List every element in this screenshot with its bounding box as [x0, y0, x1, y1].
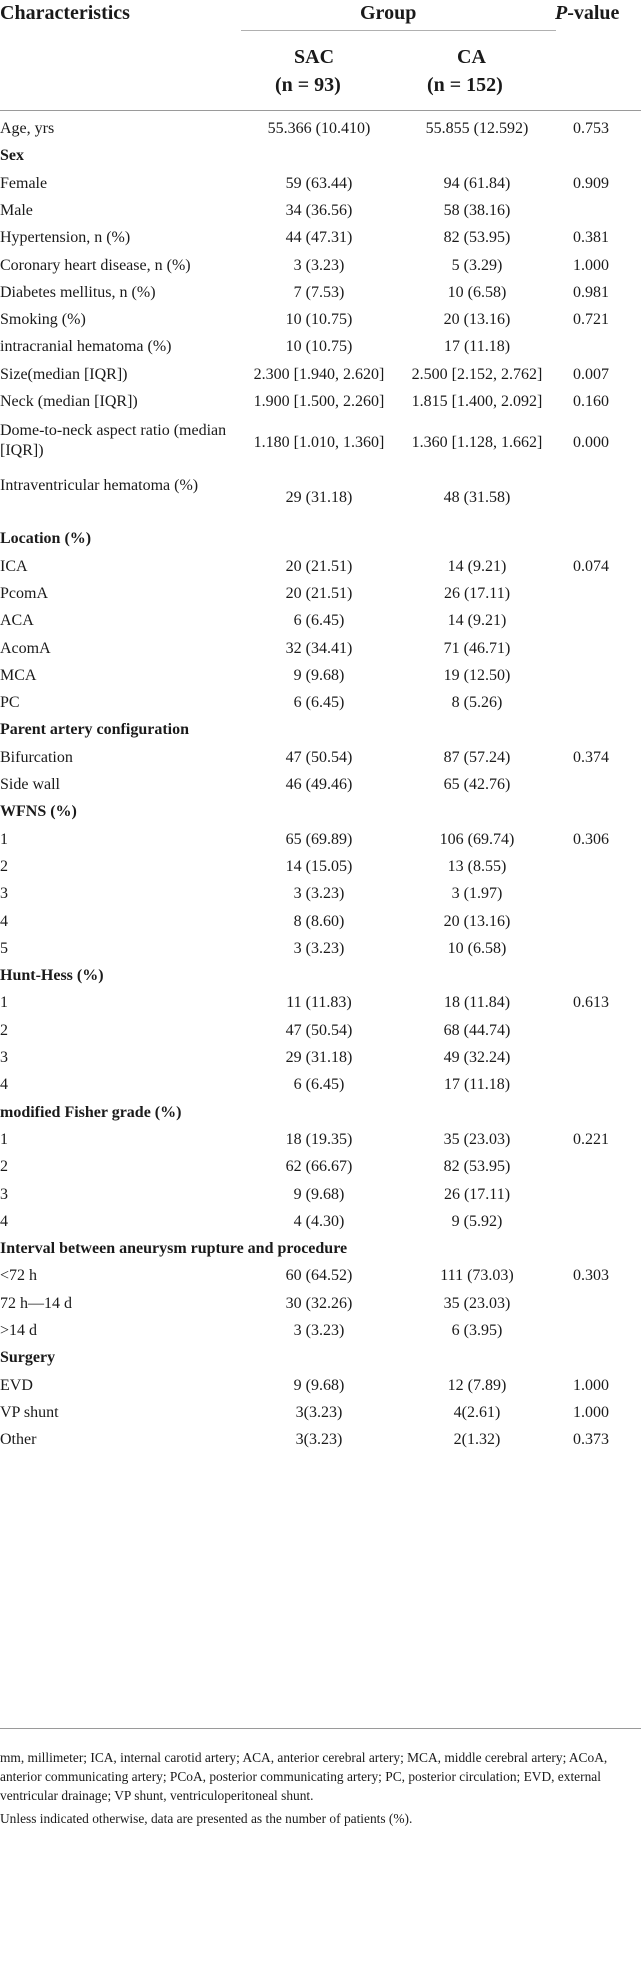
row-label: Hypertension, n (%) — [0, 229, 131, 247]
ca-value: 13 (8.55) — [447, 857, 507, 875]
row-label: MCA — [0, 666, 37, 684]
table-row — [0, 908, 641, 935]
p-value: 0.000 — [573, 434, 609, 452]
sac-value: 65 (69.89) — [285, 830, 353, 848]
ca-value: 17 (11.18) — [443, 1076, 511, 1094]
row-label: Parent artery configuration — [0, 721, 189, 739]
sac-value: 1.180 [1.010, 1.360] — [253, 434, 385, 452]
sac-value: 34 (36.56) — [285, 201, 353, 219]
ca-value — [398, 716, 556, 743]
row-label: 3 — [0, 1049, 8, 1066]
ca-value: 48 (31.58) — [443, 489, 511, 507]
table-row — [0, 880, 641, 907]
row-label: Bifurcation — [0, 748, 73, 766]
p-value: 0.160 — [573, 393, 609, 410]
row-label: Age, yrs — [0, 120, 55, 137]
table-row — [0, 197, 641, 224]
p-value: 0.613 — [573, 994, 609, 1012]
sac-value: 8 (8.60) — [293, 912, 345, 930]
ca-value: 106 (69.74) — [439, 830, 515, 848]
row-label: 3 — [0, 885, 8, 903]
ca-value: 58 (38.16) — [443, 201, 511, 219]
p-value: 0.374 — [573, 748, 609, 766]
sac-value: 29 (31.18) — [285, 489, 353, 507]
sac-value: 14 (15.05) — [285, 857, 353, 875]
sac-value: 9 (9.68) — [293, 1376, 345, 1394]
table-row — [0, 635, 641, 662]
p-value: 0.981 — [573, 283, 609, 301]
row-label: 2 — [0, 857, 8, 875]
table-row — [0, 935, 641, 962]
sac-value: 2.300 [1.940, 2.620] — [253, 365, 385, 383]
p-value: 0.303 — [573, 1267, 609, 1285]
ca-value: 19 (12.50) — [443, 666, 511, 684]
sac-value: 47 (50.54) — [285, 748, 353, 766]
sac-value: 18 (19.35) — [285, 1130, 353, 1148]
ca-value: 9 (5.92) — [451, 1212, 503, 1230]
row-label: Side wall — [0, 776, 60, 793]
table-row — [0, 415, 641, 470]
header-characteristics: Characteristics — [0, 2, 130, 24]
table-row — [0, 771, 641, 798]
table-row — [0, 1181, 641, 1208]
ca-value: 55.855 (12.592) — [425, 120, 529, 137]
row-label: EVD — [0, 1376, 33, 1394]
ca-value — [398, 1235, 556, 1262]
row-label: Smoking (%) — [0, 311, 86, 329]
footnote-abbreviations: mm, millimeter; ICA, internal carotid artery; ACA, anterior cerebral artery; MCA, middle cerebral artery; ACoA, anterior communicating artery; PCoA, posterior communicating artery; PC, posterior circulation; EVD, external ventricular drainage; VP shunt, ventriculoperitoneal shunt. — [0, 1750, 608, 1803]
ca-value: 1.815 [1.400, 2.092] — [411, 393, 543, 410]
table-row — [0, 333, 641, 360]
ca-value: 6 (3.95) — [451, 1322, 503, 1339]
table-row — [0, 1317, 641, 1344]
sac-value: 62 (66.67) — [285, 1158, 353, 1176]
section-row — [0, 525, 641, 552]
table-row — [0, 689, 641, 716]
sac-value: 20 (21.51) — [285, 584, 353, 602]
sac-value: 47 (50.54) — [285, 1021, 353, 1039]
sac-value — [240, 1344, 398, 1371]
row-label: >14 d — [0, 1322, 38, 1339]
sac-value — [240, 1235, 398, 1262]
row-label: 5 — [0, 939, 8, 957]
row-label: VP shunt — [0, 1403, 59, 1421]
p-value: 0.909 — [573, 174, 609, 192]
ca-value: 12 (7.89) — [447, 1376, 507, 1394]
p-value: 0.306 — [573, 830, 609, 848]
table-row — [0, 1262, 641, 1289]
sac-value: 9 (9.68) — [293, 1185, 345, 1203]
table-row — [0, 1017, 641, 1044]
row-label: 1 — [0, 994, 8, 1012]
row-label: Location (%) — [0, 530, 92, 548]
p-value: 0.074 — [573, 557, 609, 575]
row-label: Other — [0, 1431, 37, 1449]
row-label: Hunt-Hess (%) — [0, 967, 104, 985]
row-label: 1 — [0, 830, 8, 848]
row-label: 4 — [0, 1212, 8, 1230]
header-pvalue-suffix: -value — [567, 2, 620, 24]
table-row — [0, 1208, 641, 1235]
header-pvalue — [555, 2, 619, 25]
table-row — [0, 279, 641, 306]
ca-value: 49 (32.24) — [443, 1049, 511, 1066]
ca-value — [398, 798, 556, 825]
ca-value — [398, 962, 556, 989]
sac-value: 32 (34.41) — [285, 639, 353, 657]
header-group: Group — [360, 2, 417, 24]
table-row — [0, 1372, 641, 1399]
row-label: ACA — [0, 612, 34, 630]
table-row — [0, 553, 641, 580]
header-sac-label: SAC — [294, 46, 335, 68]
ca-value: 65 (42.76) — [443, 776, 511, 793]
p-value: 1.000 — [573, 1376, 609, 1394]
p-value: 0.753 — [573, 120, 609, 137]
row-label: AcomA — [0, 639, 51, 657]
sac-value: 10 (10.75) — [285, 311, 353, 329]
p-value: 1.000 — [573, 256, 609, 274]
table-row — [0, 361, 641, 388]
ca-value: 35 (23.03) — [443, 1130, 511, 1148]
sac-value — [240, 142, 398, 169]
sac-value: 1.900 [1.500, 2.260] — [253, 393, 385, 410]
table-row — [0, 662, 641, 689]
sac-value: 3 (3.23) — [293, 939, 345, 957]
sac-value: 7 (7.53) — [293, 283, 345, 301]
row-label: WFNS (%) — [0, 803, 77, 821]
row-label: Interval between aneurysm rupture and procedure — [0, 1240, 348, 1258]
ca-value: 10 (6.58) — [447, 939, 507, 957]
ca-value: 10 (6.58) — [447, 283, 507, 301]
ca-value: 14 (9.21) — [447, 557, 507, 575]
row-label: intracranial hematoma (%) — [0, 338, 172, 356]
sac-value: 10 (10.75) — [285, 338, 353, 356]
section-row — [0, 716, 641, 743]
row-label: 2 — [0, 1158, 8, 1176]
sac-value: 60 (64.52) — [285, 1267, 353, 1285]
table-row — [0, 1290, 641, 1317]
sac-value: 46 (49.46) — [285, 776, 353, 793]
row-label: <72 h — [0, 1267, 38, 1285]
ca-value: 35 (23.03) — [443, 1294, 511, 1312]
ca-value — [398, 1099, 556, 1126]
table-row — [0, 1399, 641, 1426]
ca-value — [398, 1344, 556, 1371]
sac-value — [240, 962, 398, 989]
sac-value: 30 (32.26) — [285, 1294, 353, 1312]
section-row — [0, 798, 641, 825]
p-value: 0.721 — [573, 311, 609, 329]
table-row — [0, 1153, 641, 1180]
table-row — [0, 989, 641, 1016]
header-ca-n: (n = 152) — [427, 74, 503, 96]
ca-value: 26 (17.11) — [443, 1185, 511, 1203]
table-row — [0, 388, 641, 415]
sac-value: 6 (6.45) — [293, 1076, 345, 1094]
table-row — [0, 1126, 641, 1153]
sac-value: 3 (3.23) — [293, 256, 345, 274]
header-rule — [0, 110, 641, 111]
table-row — [0, 1044, 641, 1071]
ca-value — [398, 525, 556, 552]
header-ca-label: CA — [457, 46, 486, 68]
sac-value: 20 (21.51) — [285, 557, 353, 575]
row-label: 3 — [0, 1185, 8, 1203]
sac-value: 55.366 (10.410) — [267, 120, 371, 137]
row-label: PC — [0, 694, 20, 712]
ca-value: 4(2.61) — [453, 1403, 501, 1421]
row-label: 4 — [0, 1076, 8, 1094]
ca-value: 82 (53.95) — [443, 229, 511, 247]
section-row — [0, 962, 641, 989]
ca-value: 2.500 [2.152, 2.762] — [411, 365, 543, 383]
sac-value: 11 (11.83) — [286, 994, 352, 1012]
header-pvalue-p: P — [555, 2, 568, 24]
section-row — [0, 1099, 641, 1126]
ca-value: 71 (46.71) — [443, 639, 511, 657]
row-label: Neck (median [IQR]) — [0, 393, 138, 410]
sac-value: 3 (3.23) — [293, 1322, 345, 1339]
sac-value: 44 (47.31) — [285, 229, 353, 247]
row-label: 2 — [0, 1021, 8, 1039]
ca-value — [398, 142, 556, 169]
p-value: 1.000 — [573, 1403, 609, 1421]
ca-value: 18 (11.84) — [443, 994, 511, 1012]
table-row — [0, 853, 641, 880]
row-label: Diabetes mellitus, n (%) — [0, 283, 156, 301]
p-value: 0.007 — [573, 365, 609, 383]
sac-value: 29 (31.18) — [285, 1049, 353, 1066]
table-row — [0, 115, 641, 142]
table-row — [0, 1426, 641, 1453]
row-label: Sex — [0, 147, 24, 165]
table-bottom-rule — [0, 1728, 641, 1729]
table-row — [0, 607, 641, 634]
p-value: 0.381 — [573, 229, 609, 247]
table-row — [0, 470, 641, 525]
sac-value: 9 (9.68) — [293, 666, 345, 684]
p-value: 0.373 — [573, 1431, 609, 1449]
header-sac-n: (n = 93) — [275, 74, 341, 96]
ca-value: 111 (73.03) — [440, 1267, 514, 1285]
table-row — [0, 224, 641, 251]
sac-value — [240, 525, 398, 552]
table-row — [0, 826, 641, 853]
sac-value: 3(3.23) — [295, 1403, 343, 1421]
sac-value: 4 (4.30) — [293, 1212, 345, 1230]
row-label: Surgery — [0, 1349, 56, 1367]
ca-value: 2(1.32) — [453, 1431, 501, 1449]
sac-value: 3(3.23) — [295, 1431, 343, 1449]
ca-value: 1.360 [1.128, 1.662] — [411, 434, 543, 452]
ca-value: 20 (13.16) — [443, 912, 511, 930]
ca-value: 82 (53.95) — [443, 1158, 511, 1176]
row-label: ICA — [0, 557, 28, 575]
table-row — [0, 1071, 641, 1098]
footnote-note: Unless indicated otherwise, data are presented as the number of patients (%). — [0, 1811, 413, 1826]
row-label: Female — [0, 174, 48, 192]
sac-value — [240, 716, 398, 743]
ca-value: 87 (57.24) — [443, 748, 511, 766]
group-underline — [241, 30, 556, 31]
table-row — [0, 170, 641, 197]
footnote — [0, 1748, 641, 1828]
ca-value: 14 (9.21) — [447, 612, 507, 630]
sac-value: 6 (6.45) — [293, 694, 345, 712]
row-label: 1 — [0, 1130, 8, 1148]
row-label: 72 h—14 d — [0, 1294, 72, 1312]
table-row — [0, 306, 641, 333]
row-label: PcomA — [0, 584, 48, 602]
ca-value: 17 (11.18) — [443, 338, 511, 356]
row-label: Size(median [IQR]) — [0, 365, 128, 383]
row-label: 4 — [0, 912, 8, 930]
sac-value: 6 (6.45) — [293, 612, 345, 630]
row-label: modified Fisher grade (%) — [0, 1103, 182, 1121]
sac-value: 3 (3.23) — [293, 885, 345, 903]
ca-value: 5 (3.29) — [451, 256, 503, 274]
ca-value: 8 (5.26) — [451, 694, 503, 712]
section-row — [0, 142, 641, 169]
row-label: Coronary heart disease, n (%) — [0, 256, 191, 274]
row-label: Intraventricular hematoma (%) — [0, 477, 199, 495]
p-value: 0.221 — [573, 1130, 609, 1148]
sac-value — [240, 1099, 398, 1126]
table-row — [0, 580, 641, 607]
table-row — [0, 744, 641, 771]
ca-value: 3 (1.97) — [451, 885, 503, 903]
ca-value: 94 (61.84) — [443, 174, 511, 192]
ca-value: 26 (17.11) — [443, 584, 511, 602]
ca-value: 68 (44.74) — [443, 1021, 511, 1039]
row-label: Dome-to-neck aspect ratio (median [IQR]) — [0, 422, 227, 460]
section-row — [0, 1235, 641, 1262]
sac-value — [240, 798, 398, 825]
table-row — [0, 252, 641, 279]
ca-value: 20 (13.16) — [443, 311, 511, 329]
row-label: Male — [0, 201, 33, 219]
sac-value: 59 (63.44) — [285, 174, 353, 192]
section-row — [0, 1344, 641, 1371]
